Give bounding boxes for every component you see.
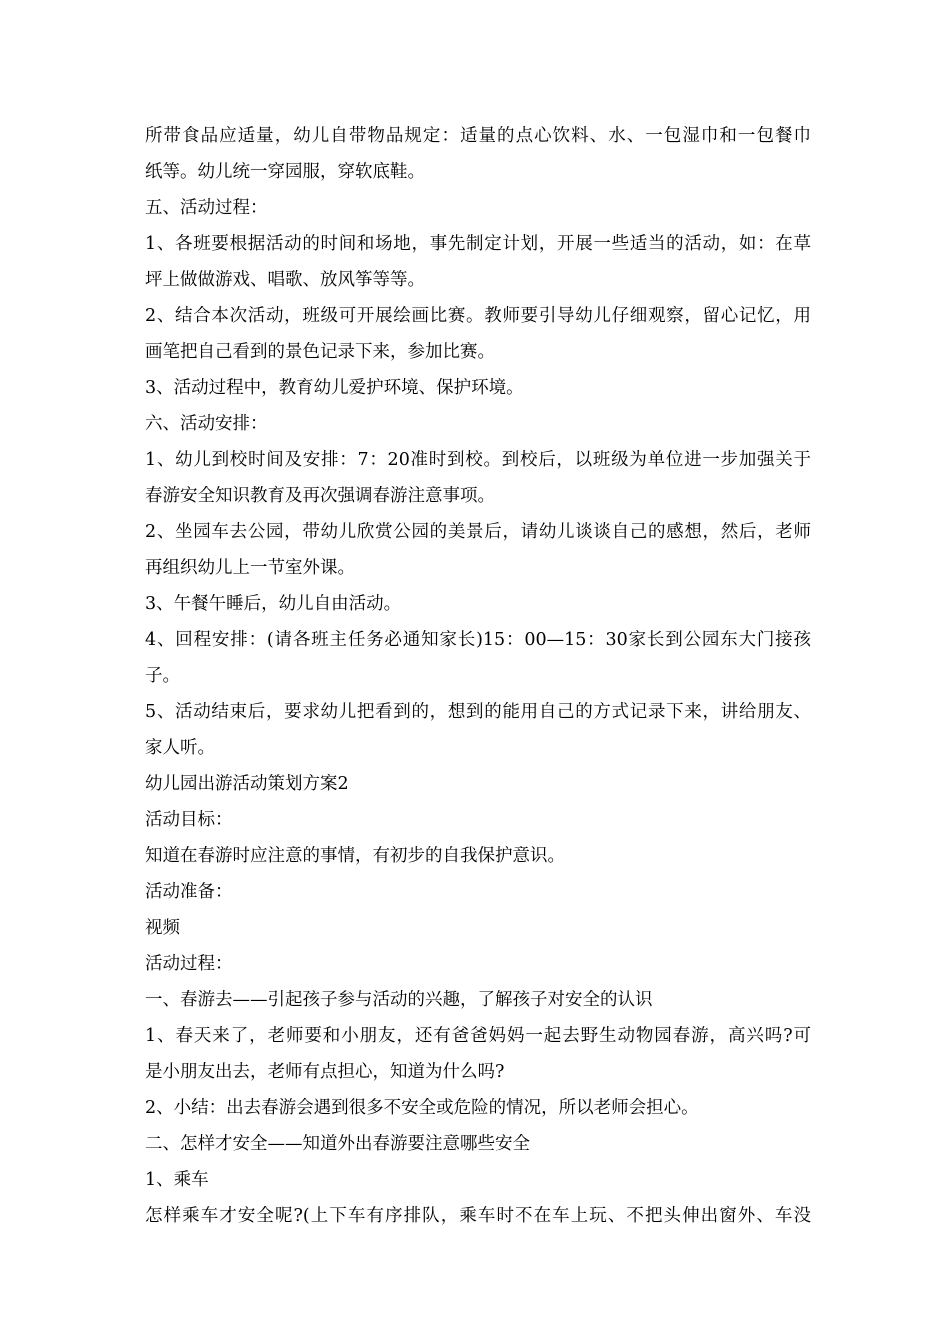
section-heading: 活动过程： [145,954,233,974]
text-line: 视频 [145,918,180,938]
text-line: 1、春天来了，老师要和小朋友，还有爸爸妈妈一起去野生动物园春游，高兴吗?可 [145,1026,811,1046]
document-title: 幼儿园出游活动策划方案2 [145,774,349,794]
text-line: 5、活动结束后，要求幼儿把看到的，想到的能用自己的方式记录下来，讲给朋友、 [145,702,811,722]
text-line: 再组织幼儿上一节室外课。 [145,558,355,578]
text-line: 所带食品应适量，幼儿自带物品规定：适量的点心饮料、水、一包湿巾和一包餐巾 [145,126,811,146]
text-line: 怎样乘车才安全呢?(上下车有序排队，乘车时不在车上玩、不把头伸出窗外、车没 [145,1206,811,1226]
text-line: 3、活动过程中，教育幼儿爱护环境、保护环境。 [145,378,524,398]
text-line: 2、小结：出去春游会遇到很多不安全或危险的情况，所以老师会担心。 [145,1098,699,1118]
text-line: 坪上做做游戏、唱歌、放风筝等等。 [145,270,425,290]
text-line: 是小朋友出去，老师有点担心，知道为什么吗? [145,1062,505,1082]
section-heading: 活动目标： [145,810,233,830]
section-heading: 活动准备： [145,882,233,902]
text-line: 画笔把自己看到的景色记录下来，参加比赛。 [145,342,495,362]
text-line: 3、午餐午睡后，幼儿自由活动。 [145,594,402,614]
text-line: 1、各班要根据活动的时间和场地，事先制定计划，开展一些适当的活动，如：在草 [145,234,811,254]
text-line: 4、回程安排：(请各班主任务必通知家长)15：00—15：30家长到公园东大门接孩 [145,630,811,650]
text-line: 2、坐园车去公园，带幼儿欣赏公园的美景后，请幼儿谈谈自己的感想，然后，老师 [145,522,811,542]
text-line: 2、结合本次活动，班级可开展绘画比赛。教师要引导幼儿仔细观察，留心记忆，用 [145,306,811,326]
text-line: 春游安全知识教育及再次强调春游注意事项。 [145,486,495,506]
text-line: 知道在春游时应注意的事情，有初步的自我保护意识。 [145,846,565,866]
text-line: 纸等。幼儿统一穿园服，穿软底鞋。 [145,162,425,182]
document-body [145,118,811,1234]
section-heading: 一、春游去——引起孩子参与活动的兴趣，了解孩子对安全的认识 [145,990,653,1010]
text-line: 子。 [145,666,180,686]
section-heading: 二、怎样才安全——知道外出春游要注意哪些安全 [145,1134,530,1154]
text-line: 1、乘车 [145,1170,209,1190]
section-heading: 六、活动安排： [145,414,268,434]
section-heading: 五、活动过程： [145,198,268,218]
text-line: 1、幼儿到校时间及安排：7：20准时到校。到校后，以班级为单位进一步加强关于 [145,450,811,470]
text-line: 家人听。 [145,738,215,758]
